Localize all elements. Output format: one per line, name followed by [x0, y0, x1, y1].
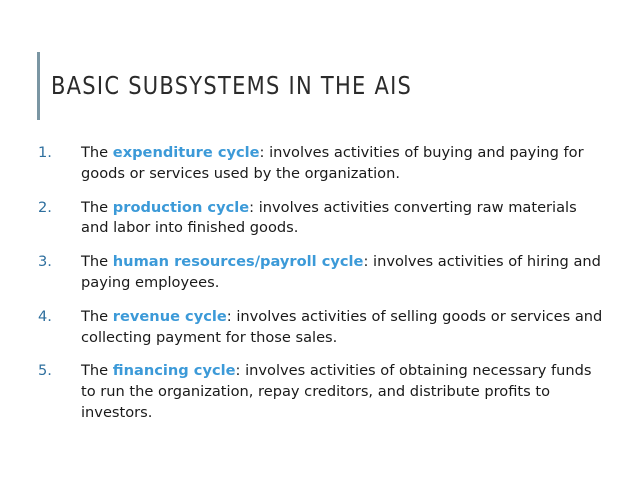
- item-description: : involves activities of selling goods or services and collecting payment for those sales.: [81, 307, 603, 346]
- slide-title: BASIC SUBSYSTEMS IN THE AIS: [51, 71, 413, 100]
- item-prefix: The: [81, 198, 113, 216]
- list-item: [37, 361, 607, 423]
- list-item: [37, 252, 607, 294]
- list-item: [37, 143, 607, 185]
- cycle-keyword: financing cycle: [112, 362, 236, 380]
- item-description: : involves activities converting raw materials and labor into finished goods.: [81, 198, 577, 237]
- item-prefix: The: [81, 362, 113, 380]
- cycle-keyword: production cycle: [112, 198, 250, 216]
- list-number: 4.: [38, 307, 52, 325]
- cycle-keyword: revenue cycle: [112, 307, 227, 325]
- list-item: [37, 198, 607, 240]
- list-number: 5.: [38, 362, 52, 380]
- title-accent-bar: [37, 52, 40, 120]
- item-prefix: The: [81, 307, 113, 325]
- item-description: : involves activities of hiring and paying employees.: [81, 253, 601, 291]
- subsystems-list: [37, 143, 607, 437]
- cycle-keyword: expenditure cycle: [112, 144, 260, 161]
- item-description: : involves activities of obtaining necessary funds to run the organization, repay creditors, and distribute profits to investors.: [81, 362, 592, 421]
- item-prefix: The: [81, 144, 113, 161]
- item-prefix: The: [81, 253, 113, 271]
- list-item: [37, 307, 607, 349]
- list-number: 2.: [38, 198, 52, 216]
- cycle-keyword: human resources/payroll cycle: [112, 253, 364, 271]
- item-description: : involves activities of buying and paying for goods or services used by the organization.: [81, 144, 584, 182]
- list-number: 3.: [38, 253, 52, 271]
- list-number: 1.: [38, 144, 52, 161]
